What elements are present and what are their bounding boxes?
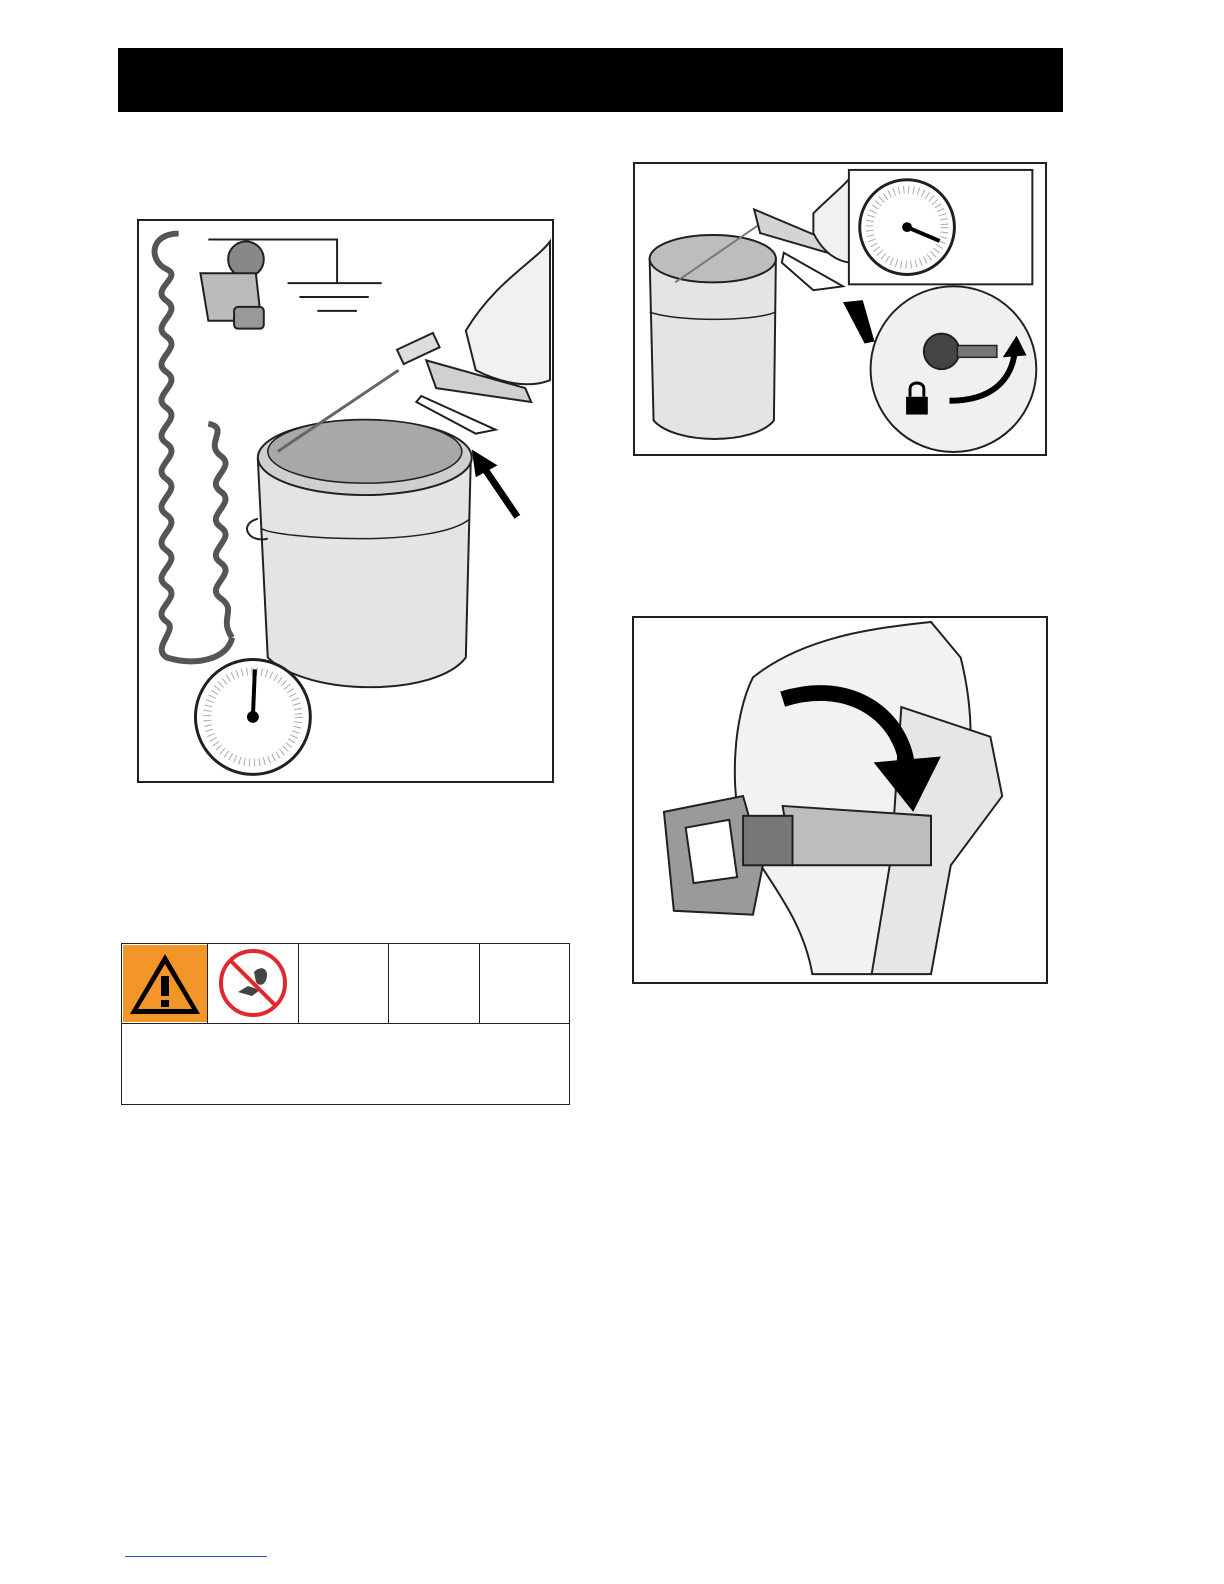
- trigger-lock-illustration: [634, 618, 1046, 982]
- pressure-gauge-icon: [860, 180, 955, 275]
- relieve-pressure-figure: [633, 162, 1047, 456]
- pail-icon: [650, 235, 776, 439]
- no-fire-icon: [208, 944, 299, 1023]
- footer-link-underline: [125, 1556, 267, 1557]
- warning-cell-3: [299, 944, 389, 1023]
- engage-trigger-lock-figure: [632, 616, 1048, 984]
- warning-symbol-cell: [122, 944, 208, 1023]
- hose-coil-inner: [208, 424, 232, 638]
- warning-divider: [122, 1023, 569, 1024]
- warning-triangle-icon: [122, 944, 208, 1023]
- relieve-illustration: [635, 164, 1045, 454]
- flush-into-pail-figure: [137, 219, 554, 783]
- warning-cell-5: [480, 944, 569, 1023]
- warning-box: [121, 943, 570, 1105]
- warning-cell-4: [389, 944, 480, 1023]
- no-fire-cell: [208, 944, 299, 1023]
- pressure-gauge-icon: [195, 659, 310, 774]
- pail-icon: [247, 420, 472, 687]
- arrow-icon: [472, 449, 518, 516]
- flush-illustration: [139, 221, 552, 781]
- hand-icon: [466, 242, 550, 385]
- section-header-bar: [118, 48, 1063, 112]
- faucet-ground-icon: [200, 242, 263, 329]
